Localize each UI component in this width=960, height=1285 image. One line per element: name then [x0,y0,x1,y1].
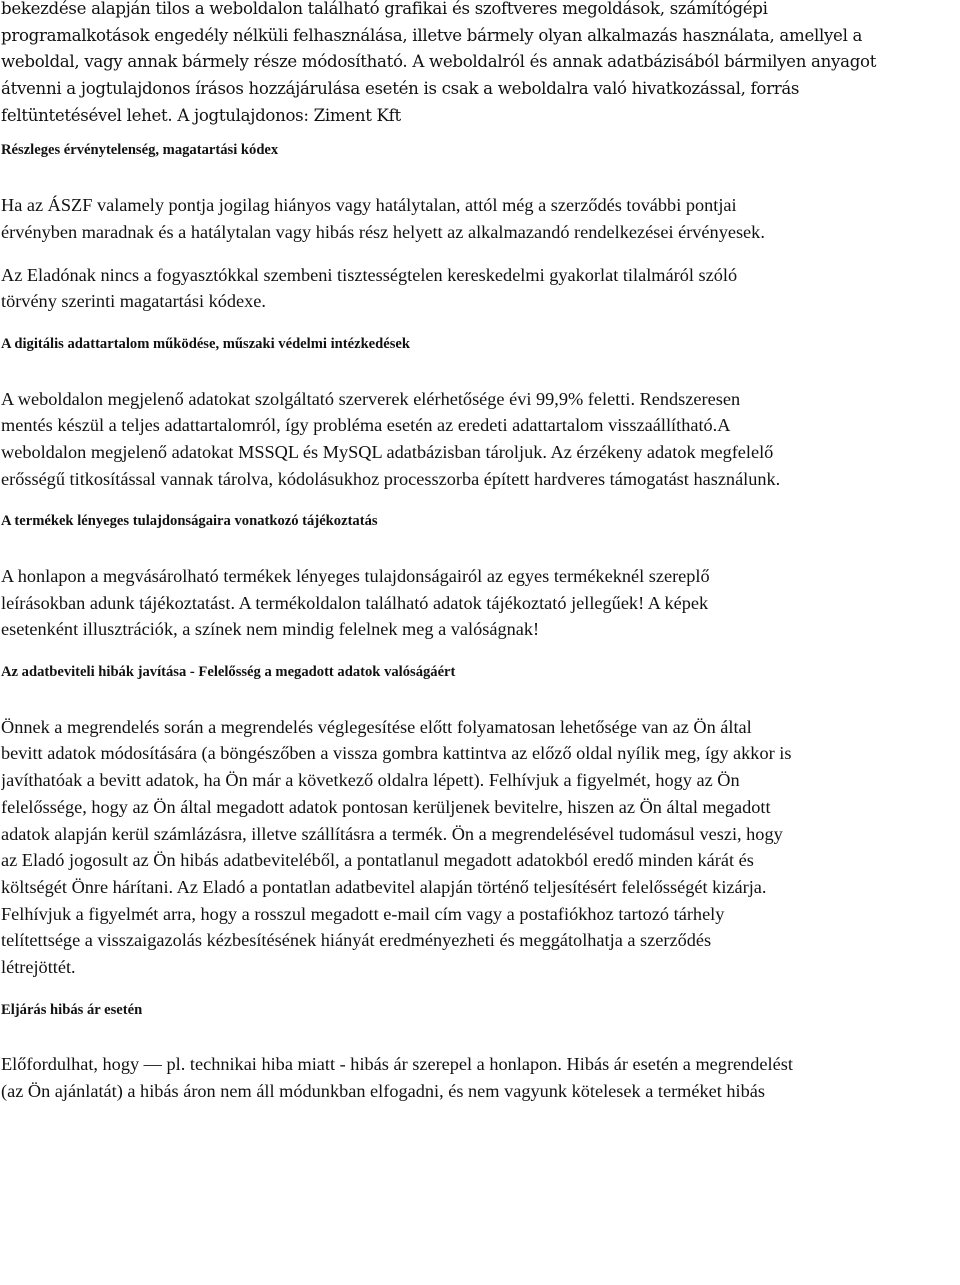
paragraph-product-info [1,563,959,643]
text-line: programalkotások engedély nélküli felhasználása, illetve bármely olyan alkalmazás használata, amellyel a [1,25,863,45]
text-line: törvény szerinti magatartási kódexe. [1,291,266,312]
text-line: A honlapon a megvásárolható termékek lényeges tulajdonságairól az egyes termékeknél szereplő [1,566,710,586]
text-line: Előfordulhat, hogy — pl. technikai hiba miatt - hibás ár szerepel a honlapon. Hibás ár esetén a megrendelést [1,1054,793,1075]
section-heading-partial-invalidity: Részleges érvénytelenség, magatartási kódex [1,142,279,159]
paragraph-input-errors [1,714,959,981]
text-line: esetenként illusztrációk, a színek nem mindig felelnek meg a valóságnak! [1,619,540,640]
section-heading-digital-content: A digitális adattartalom működése, műszaki védelmi intézkedések [1,335,411,352]
paragraph-code-of-conduct [1,262,959,315]
paragraph-partial-invalidity [1,192,959,245]
section-heading-product-info: A termékek lényeges tulajdonságaira vonatkozó tájékoztatás [1,513,378,530]
intro-paragraph [1,0,959,129]
text-line: telítettsége a visszaigazolás kézbesítésének hiányát eredményezheti és meggátolhatja a szerződés [1,930,712,951]
text-line: bekezdése alapján tilos a weboldalon található grafikai és szoftveres megoldások, számítógépi [1,0,768,18]
text-line: weboldal, vagy annak bármely része módosítható. A weboldalról és annak adatbázisából bármilyen anyagot [1,52,877,72]
text-line: weboldalon megjelenő adatokat MSSQL és MySQL adatbázisban tároljuk. Az érzékeny adatok megfelelő [1,441,774,462]
text-line: javíthatóak a bevitt adatok, ha Ön már a következő oldalra lépett). Felhívjuk a figyelmét, hogy az Ön [1,770,740,791]
text-line: Önnek a megrendelés során a megrendelés véglegesítése előtt folyamatosan lehetősége van az Ön által [1,716,752,737]
section-heading-input-errors: Az adatbeviteli hibák javítása - Felelősség a megadott adatok valóságáért [1,664,456,681]
text-line: feltüntetésével lehet. A jogtulajdonos: Ziment Kft [1,105,401,125]
text-line: mentés készül a teljes adattartalomról, így probléma esetén az eredeti adattartalom visszaállítható.A [1,415,731,436]
text-line: költségét Önre hárítani. Az Eladó a pontatlan adatbevitel alapján történő teljesítésért felelősségét kizárja. [1,876,767,897]
text-line: A weboldalon megjelenő adatokat szolgáltató szerverek elérhetősége évi 99,9% feletti. Rendszeresen [1,388,741,409]
paragraph-price-error [1,1051,959,1104]
section-heading-price-error: Eljárás hibás ár esetén [1,1001,143,1018]
text-line: érvényben maradnak és a hatálytalan vagy hibás rész helyett az alkalmazandó rendelkezései érvényesek. [1,221,765,242]
text-line: létrejöttét. [1,956,76,977]
text-line: adatok alapján kerül számlázásra, illetve szállításra a termék. Ön a megrendelésével tudomásul veszi, hogy [1,823,783,844]
text-line: átvenni a jogtulajdonos írásos hozzájárulása esetén is csak a weboldalra való hivatkozással, forrás [1,79,800,99]
text-line: Ha az ÁSZF valamely pontja jogilag hiányos vagy hatálytalan, attól még a szerződés további pontjai [1,195,737,216]
text-line: bevitt adatok módosítására (a böngészőben a vissza gombra kattintva az előző oldal nyílik meg, így akkor is [1,743,792,764]
text-line: Felhívjuk a figyelmét arra, hogy a rosszul megadott e-mail cím vagy a postafiókhoz tartozó tárhely [1,903,725,924]
text-line: felelőssége, hogy az Ön által megadott adatok pontosan kerüljenek bevitelre, hiszen az Ön által megadott [1,796,771,817]
text-line: leírásokban adunk tájékoztatást. A termékoldalon található adatok tájékoztató jellegűek! A képek [1,592,709,613]
text-line: az Eladó jogosult az Ön hibás adatbeviteléből, a pontatlanul megadott adatokból eredő minden kárát és [1,850,754,871]
text-line: Az Eladónak nincs a fogyasztókkal szembeni tisztességtelen kereskedelmi gyakorlat tilalmáról szóló [1,264,738,285]
paragraph-digital-content [1,386,959,493]
text-line: erősségű titkosítással vannak tárolva, kódolásukhoz processzorba épített hardveres támogatást használunk. [1,468,781,489]
text-line: (az Ön ajánlatát) a hibás áron nem áll módunkban elfogadni, és nem vagyunk kötelesek a terméket hibás [1,1081,765,1101]
